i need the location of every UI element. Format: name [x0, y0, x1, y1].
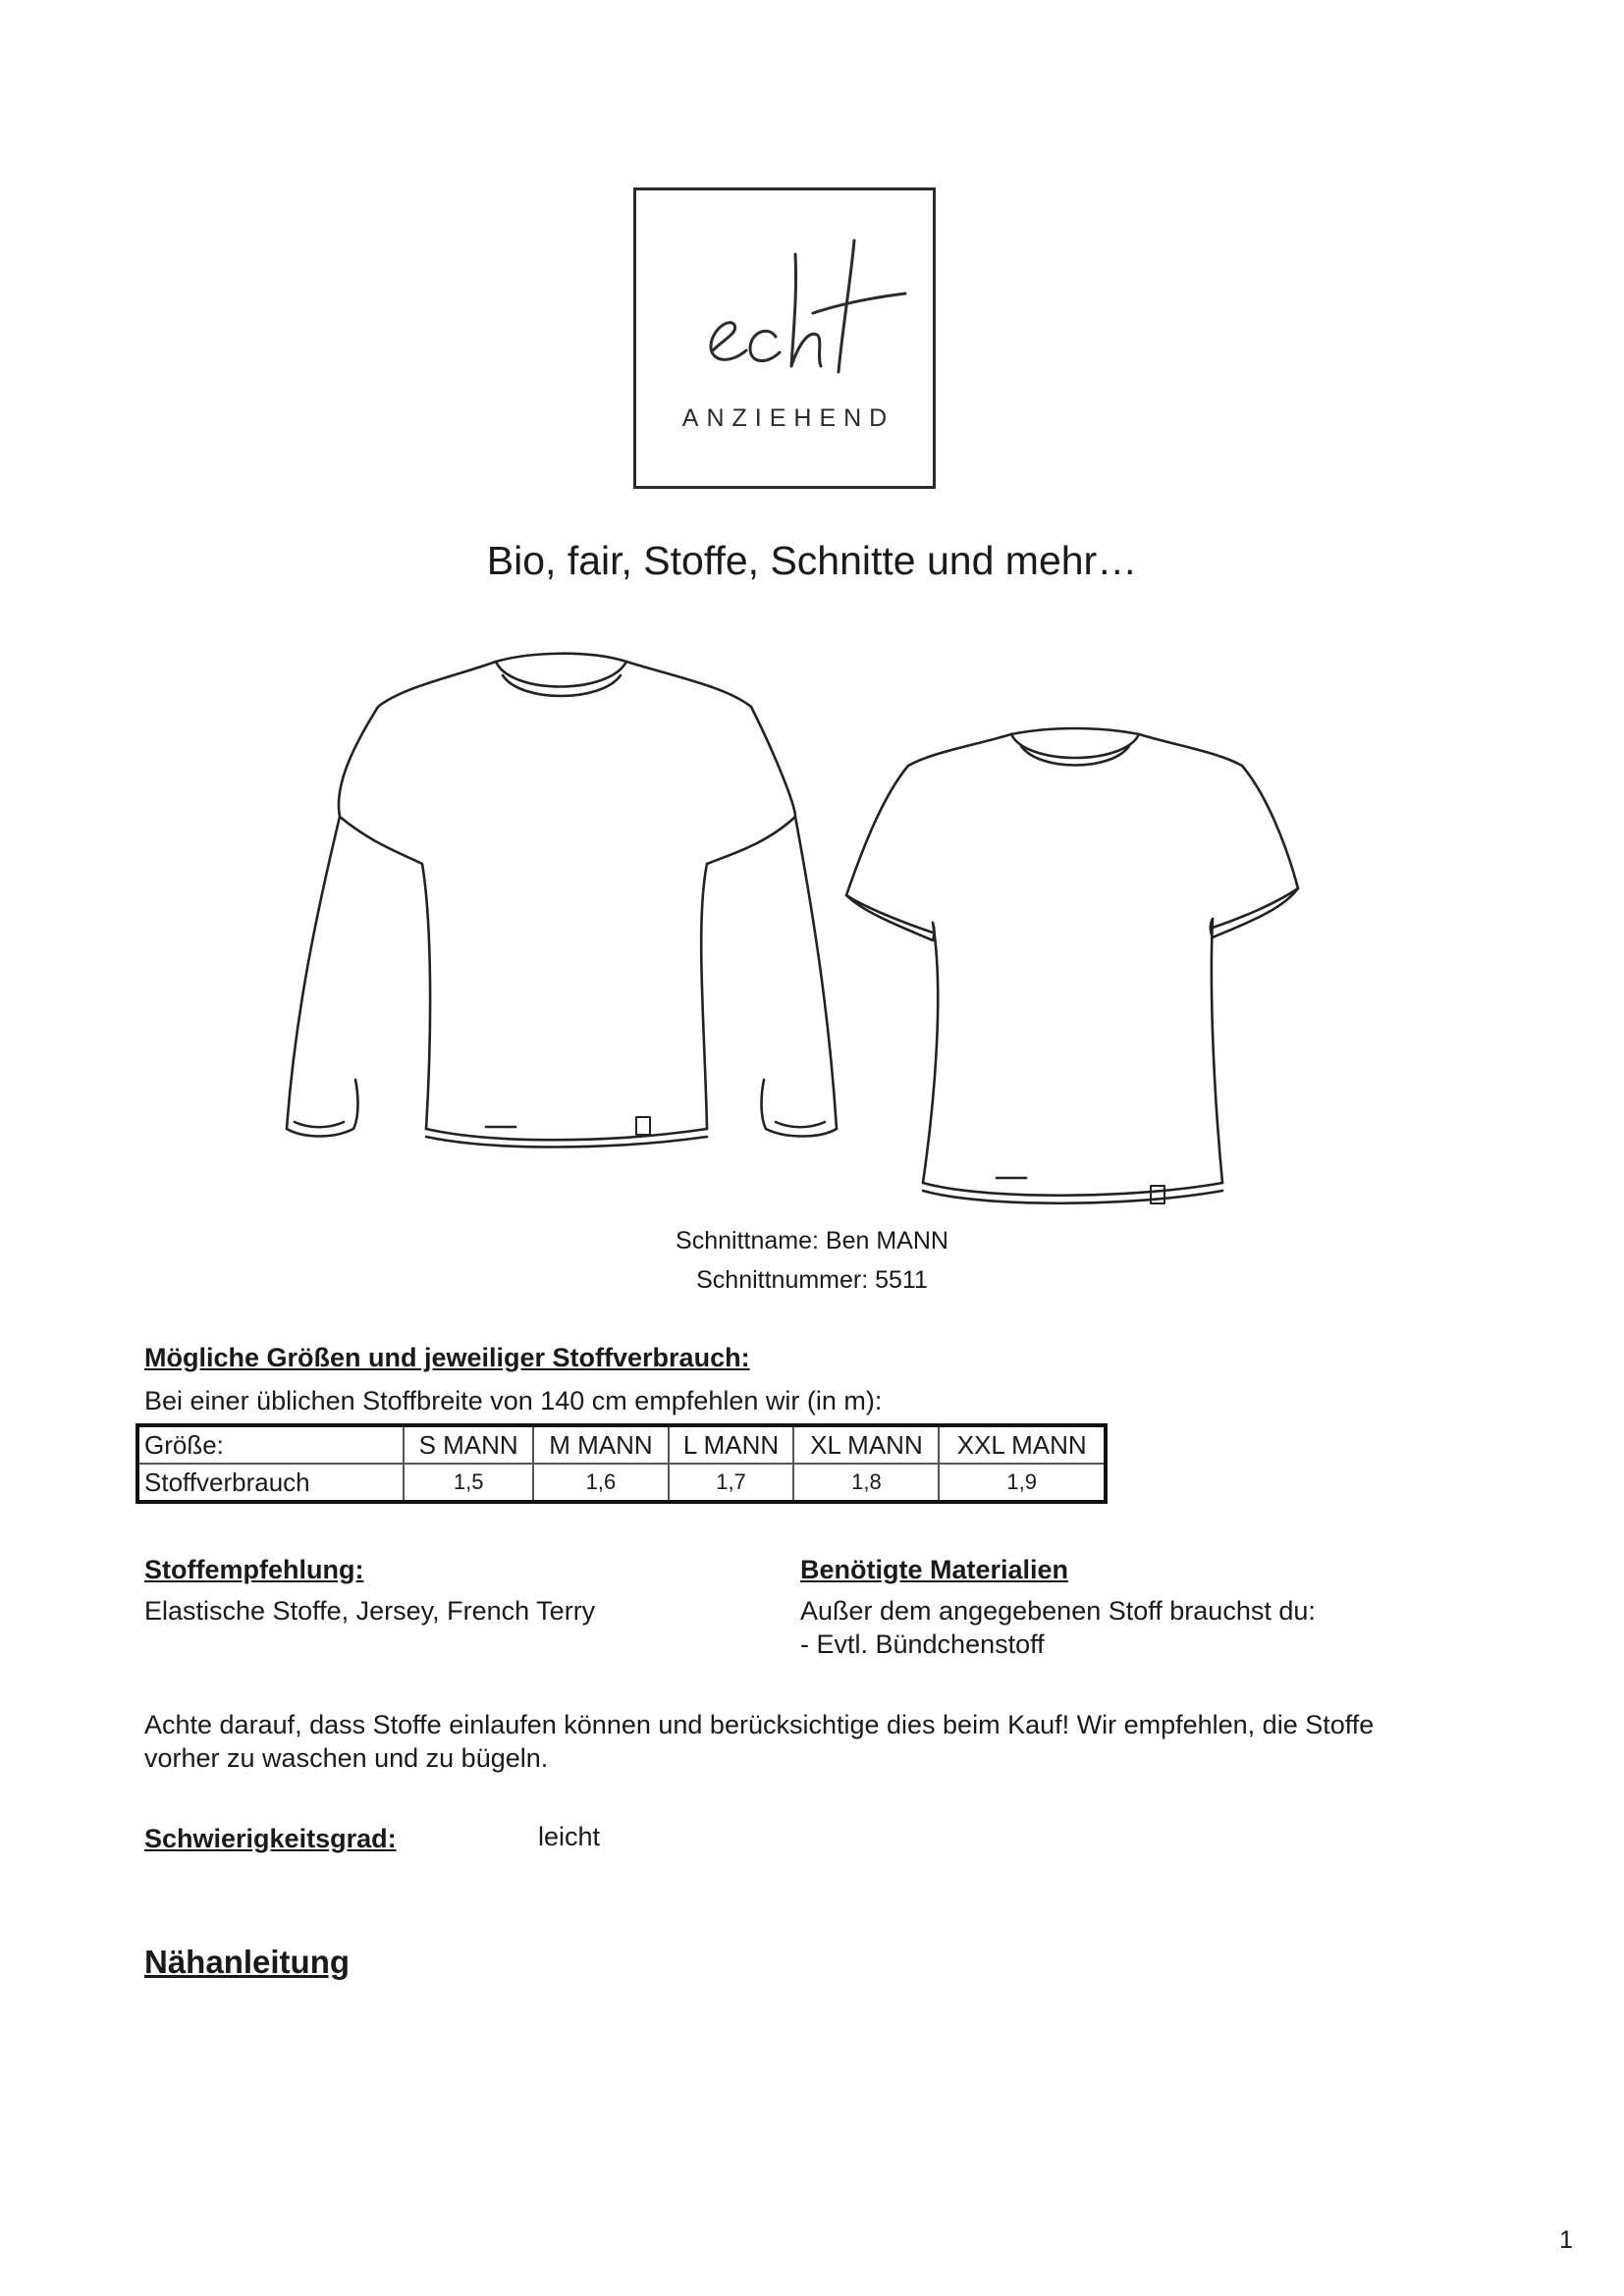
logo-script-mark: [666, 235, 911, 382]
brand-logo: [633, 187, 936, 489]
long-sleeve-shirt-drawing: [287, 654, 837, 1148]
difficulty-value: leicht: [538, 1822, 601, 1851]
short-sleeve-shirt-drawing: [846, 728, 1298, 1203]
materials-line-2: - Evtl. Bündchenstoff: [800, 1629, 1045, 1659]
garment-illustrations: [0, 628, 1624, 1237]
notice-line-2: vorher zu waschen und zu bügeln.: [144, 1743, 549, 1773]
notice-line-1: Achte darauf, dass Stoffe einlaufen können und berücksichtige dies beim Kauf! Wir empfehlen, die Stoffe: [144, 1710, 1375, 1739]
table-cell: 1,5: [404, 1464, 533, 1502]
table-row: [137, 1464, 1106, 1502]
pattern-number: Schnittnummer: 5511: [696, 1266, 928, 1294]
instructions-heading: Nähanleitung: [144, 1944, 351, 1980]
table-cell: Größe:: [137, 1425, 404, 1464]
table-cell: Stoffverbrauch: [137, 1464, 404, 1502]
table-cell: 1,6: [533, 1464, 668, 1502]
fabric-text: Elastische Stoffe, Jersey, French Terry: [144, 1596, 596, 1626]
pattern-name: Schnittname: Ben MANN: [676, 1227, 948, 1255]
table-cell: 1,8: [793, 1464, 939, 1502]
table-cell: XL MANN: [793, 1425, 939, 1464]
materials-heading: Benötigte Materialien: [800, 1555, 1069, 1584]
table-cell: M MANN: [533, 1425, 668, 1464]
logo-wordmark: ANZIEHEND: [681, 404, 895, 432]
sizes-intro: Bei einer üblichen Stoffbreite von 140 cm empfehlen wir (in m):: [144, 1386, 883, 1415]
fabric-heading: Stoffempfehlung:: [144, 1555, 364, 1584]
table-cell: 1,7: [669, 1464, 794, 1502]
table-row: [137, 1425, 1106, 1464]
table-cell: XXL MANN: [939, 1425, 1106, 1464]
table-cell: 1,9: [939, 1464, 1106, 1502]
difficulty-label: Schwierigkeitsgrad:: [144, 1824, 397, 1853]
tagline: Bio, fair, Stoffe, Schnitte und mehr…: [486, 538, 1138, 583]
page-number: 1: [1559, 2226, 1573, 2254]
table-cell: S MANN: [404, 1425, 533, 1464]
materials-line-1: Außer dem angegebenen Stoff brauchst du:: [800, 1596, 1316, 1626]
size-fabric-table: [135, 1423, 1108, 1504]
sizes-heading: Mögliche Größen und jeweiliger Stoffverbrauch:: [144, 1343, 750, 1372]
table-cell: L MANN: [669, 1425, 794, 1464]
